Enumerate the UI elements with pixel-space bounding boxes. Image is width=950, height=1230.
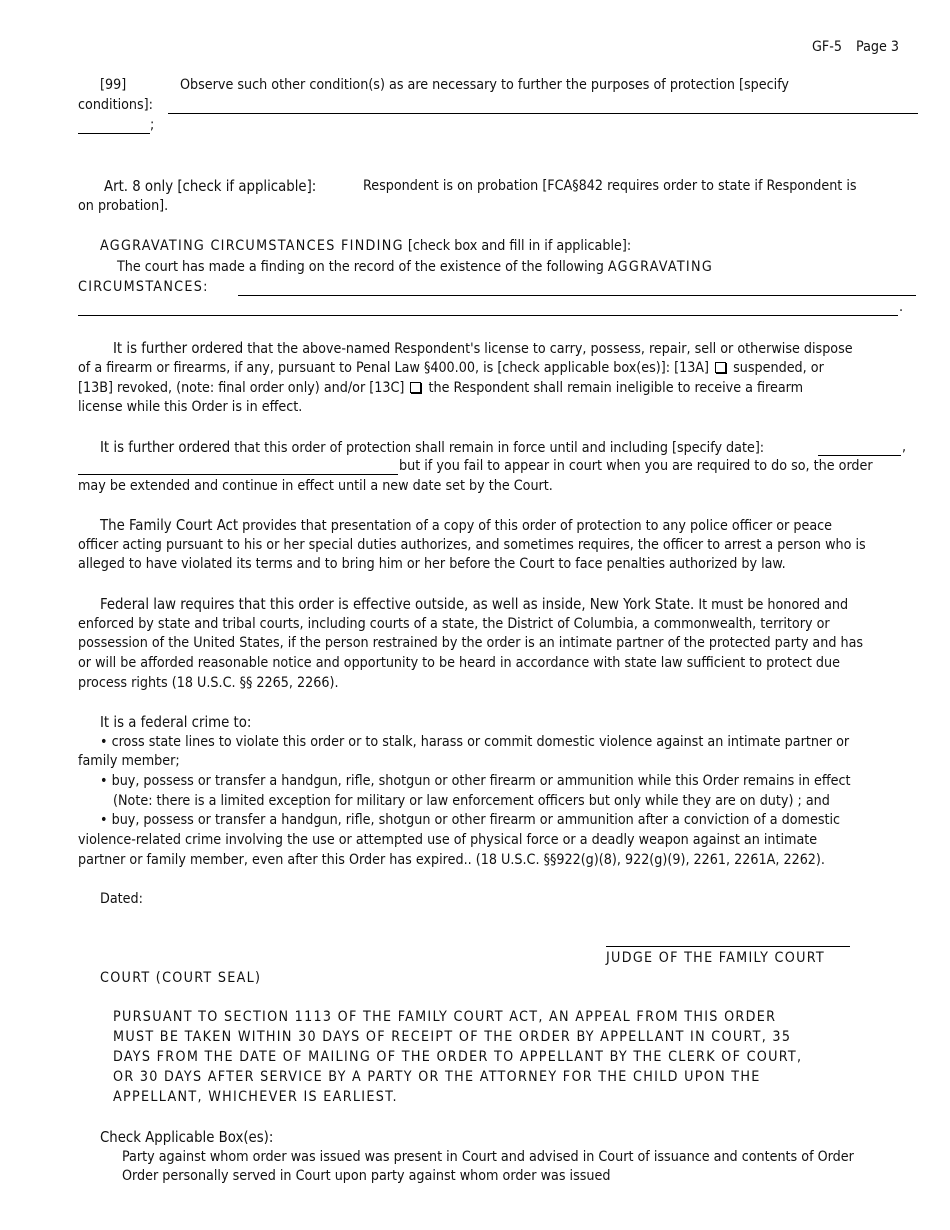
form-number: GF-5 <box>812 39 842 55</box>
license-l3b: the Respondent shall remain ineligible to receive a firearm <box>428 380 804 396</box>
license-l1: that the above-named Respondent's license to carry, possess, repair, sell or otherwise dispose <box>247 341 853 357</box>
art8-text: Respondent is on probation [FCA§842 requires order to state if Respondent is <box>363 178 857 194</box>
appeal-l4: OR 30 DAYS AFTER SERVICE BY A PARTY OR THE ATTORNEY FOR THE CHILD UPON THE <box>113 1069 761 1085</box>
conditions-fill-line-2[interactable] <box>78 133 150 134</box>
condition-99-text: Observe such other condition(s) as are necessary to further the purposes of protection [specify <box>180 77 789 93</box>
check-option-served[interactable]: Order personally served in Court upon party against whom order was issued <box>122 1168 611 1184</box>
appeal-l5: APPELLANT, WHICHEVER IS EARLIEST. <box>113 1089 398 1105</box>
check-heading: Check Applicable Box(es): <box>100 1129 274 1146</box>
aggravating-note: [check box and fill in if applicable]: <box>407 238 632 254</box>
license-l3a: [13B] revoked, (note: final order only) and/or [13C] <box>78 380 405 396</box>
aggravating-line1 <box>117 258 713 278</box>
crime-b1a: • cross state lines to violate this order or to stalk, harass or commit domestic violence against an intimate partner or <box>100 734 850 750</box>
crime-b1b: family member; <box>78 753 180 769</box>
aggravating-line1-text: The court has made a finding on the record of the existence of the following <box>117 259 604 275</box>
checkbox-13c[interactable] <box>410 382 421 393</box>
aggravating-end: . <box>899 299 904 315</box>
checkbox-13a[interactable] <box>715 362 726 373</box>
expiry-date-line[interactable] <box>818 455 901 456</box>
fca-line1 <box>100 516 832 537</box>
appeal-l2: MUST BE TAKEN WITHIN 30 DAYS OF RECEIPT OF THE ORDER BY APPELLANT IN COURT, 35 <box>113 1029 792 1045</box>
condition-99-number: [99] <box>100 77 127 93</box>
duration-l1-end: , <box>902 439 907 455</box>
federal-l3: possession of the United States, if the person restrained by the order is an intimate partner of the protected party and has <box>78 635 864 651</box>
dated-label: Dated: <box>100 891 143 907</box>
expiry-fill-line[interactable] <box>78 474 398 475</box>
aggravating-line1-caps: AGGRAVATING <box>607 259 714 275</box>
duration-lead: It is further ordered <box>100 439 231 456</box>
crime-b3c: partner or family member, even after this Order has expired.. (18 U.S.C. §§922(g)(8), 922(g)(9), 2261, 2261A, 2262). <box>78 852 825 868</box>
fca-l2: officer acting pursuant to his or her special duties authorizes, and sometimes requires, the officer to arrest a person who is <box>78 537 866 553</box>
crime-heading: It is a federal crime to: <box>100 714 252 731</box>
crime-b2a: • buy, possess or transfer a handgun, rifle, shotgun or other firearm or ammunition while this Order remains in effect <box>100 773 851 789</box>
license-lead: It is further ordered <box>113 340 244 357</box>
condition-99-label: conditions]: <box>78 97 153 113</box>
license-line2 <box>78 359 824 379</box>
federal-line1 <box>100 595 848 616</box>
federal-l4: or will be afforded reasonable notice and opportunity to be heard in accordance with state law sufficient to protect due <box>78 655 840 671</box>
aggravating-fill-line-2[interactable] <box>78 315 898 316</box>
fca-lead: The Family Court Act <box>100 517 239 534</box>
license-line4: license while this Order is in effect. <box>78 399 303 415</box>
judge-signature-line[interactable] <box>606 946 850 947</box>
crime-b3b: violence-related crime involving the use or attempted use of physical force or a deadly weapon against an intimate <box>78 832 818 848</box>
art8-cont: on probation]. <box>78 198 169 214</box>
court-seal: COURT (COURT SEAL) <box>100 970 262 986</box>
check-option-present[interactable]: Party against whom order was issued was present in Court and advised in Court of issuance and contents of Order <box>122 1149 854 1165</box>
art8-lead: Art. 8 only [check if applicable]: <box>104 178 317 195</box>
license-line3 <box>78 379 803 399</box>
aggravating-heading-row <box>100 237 631 257</box>
condition-99-end: ; <box>150 117 155 133</box>
duration-l1: that this order of protection shall remain in force until and including [specify date]: <box>234 440 765 456</box>
aggravating-fill-line[interactable] <box>238 295 916 296</box>
duration-line1 <box>100 438 764 459</box>
page-number: Page 3 <box>856 39 900 55</box>
crime-b2b: (Note: there is a limited exception for military or law enforcement officers but only while they are on duty) ; and <box>113 793 830 809</box>
federal-l1: It must be honored and <box>698 597 849 613</box>
crime-b3a: • buy, possess or transfer a handgun, rifle, shotgun or other firearm or ammunition after a conviction of a domestic <box>100 812 841 828</box>
fca-l3: alleged to have violated its terms and to bring him or her before the Court to face penalties authorized by law. <box>78 556 786 572</box>
license-l2: of a firearm or firearms, if any, pursuant to Penal Law §400.00, is [check applicable box(es)]: [13A] <box>78 360 710 376</box>
federal-lead: Federal law requires that this order is effective outside, as well as inside, New York State. <box>100 596 695 613</box>
page-header <box>812 39 899 55</box>
appeal-l1: PURSUANT TO SECTION 1113 OF THE FAMILY COURT ACT, AN APPEAL FROM THIS ORDER <box>113 1009 777 1025</box>
fca-l1: provides that presentation of a copy of this order of protection to any police officer or peace <box>242 518 833 534</box>
federal-l5: process rights (18 U.S.C. §§ 2265, 2266). <box>78 675 339 691</box>
conditions-fill-line[interactable] <box>168 113 918 114</box>
aggravating-heading: AGGRAVATING CIRCUMSTANCES FINDING <box>100 238 404 254</box>
license-l2b: suspended, or <box>733 360 824 376</box>
duration-l3: may be extended and continue in effect until a new date set by the Court. <box>78 478 553 494</box>
appeal-l3: DAYS FROM THE DATE OF MAILING OF THE ORDER TO APPELLANT BY THE CLERK OF COURT, <box>113 1049 803 1065</box>
judge-title: JUDGE OF THE FAMILY COURT <box>606 950 825 966</box>
license-line1 <box>113 339 853 360</box>
federal-l2: enforced by state and tribal courts, including courts of a state, the District of Columbia, a commonwealth, territory or <box>78 616 830 632</box>
duration-l2: but if you fail to appear in court when you are required to do so, the order <box>399 458 873 474</box>
aggravating-line2: CIRCUMSTANCES: <box>78 279 209 295</box>
